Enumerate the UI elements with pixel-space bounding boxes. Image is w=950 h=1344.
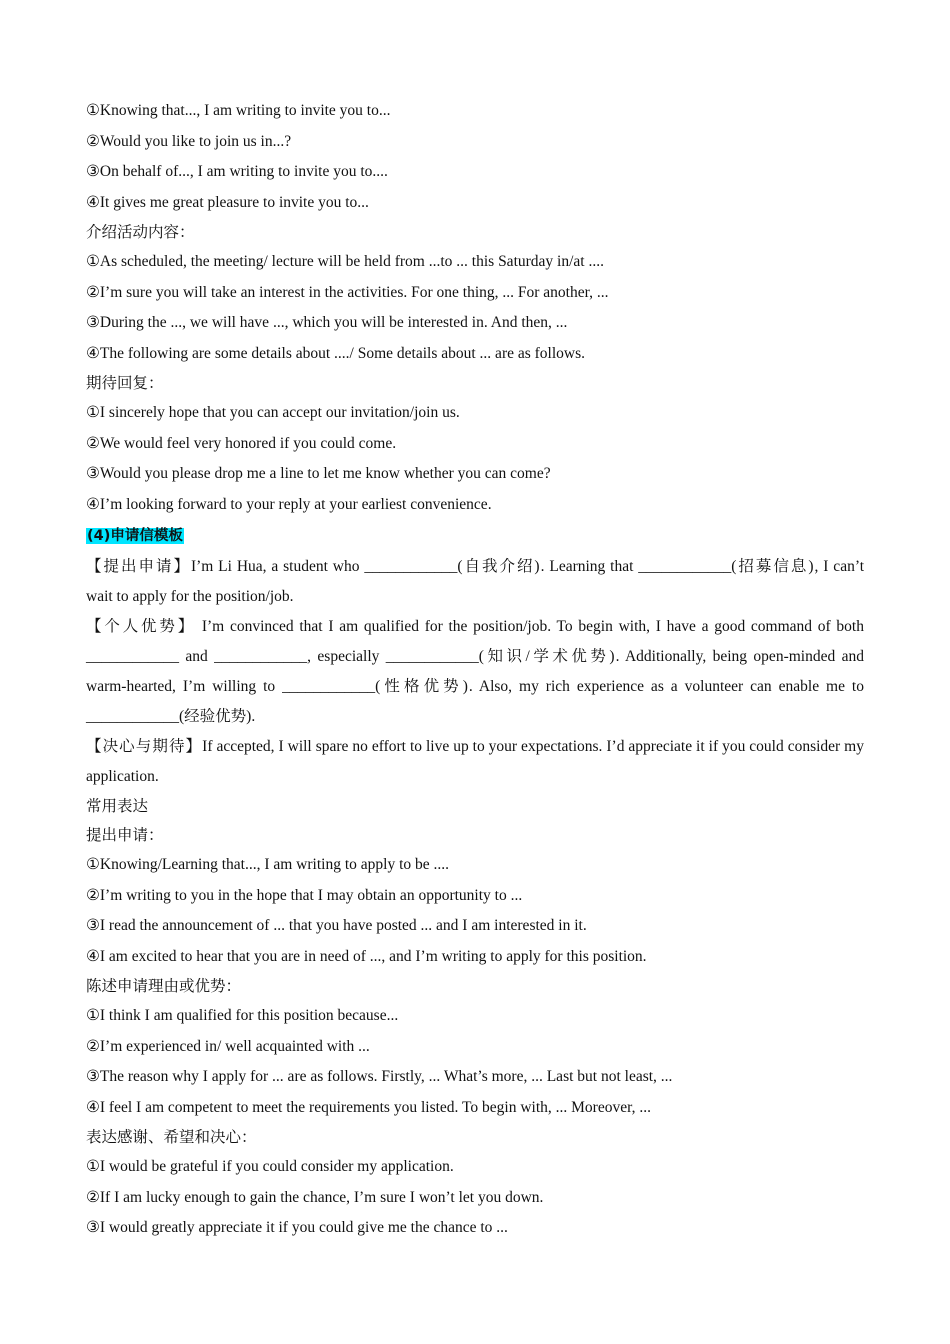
apply-text-a: I’m Li Hua, a student who ____________ — [190, 558, 458, 575]
advantage-label: 【个人优势】 — [86, 618, 197, 635]
reply-item-3: ③Would you please drop me a line to let me know whether you can come? — [86, 465, 551, 482]
thanks-item-1: ①I would be grateful if you could consider my application. — [86, 1158, 454, 1175]
reply-item-2: ②We would feel very honored if you could come. — [86, 434, 397, 452]
advantage-text-c: . Also, my rich experience as a volunteer can enable me to ____________ — [86, 678, 864, 725]
advantage-note-experience: (经验优势) — [179, 708, 252, 725]
apply-note-recruitment: (招募信息) — [731, 558, 815, 575]
determination-label: 【决心与期待】 — [86, 738, 203, 755]
advantage-note-knowledge: (知识/学术优势) — [478, 648, 616, 665]
reply-item-1: ①I sincerely hope that you can accept our invitation/join us. — [86, 404, 460, 421]
reason-item-2: ②I’m experienced in/ well acquainted with ... — [86, 1037, 370, 1055]
apply-label: 【提出申请】 — [86, 558, 191, 575]
thanks-item-3: ③I would greatly appreciate it if you could give me the chance to ... — [86, 1219, 508, 1236]
apply-item-1: ①Knowing/Learning that..., I am writing to apply to be .... — [86, 856, 450, 873]
activity-heading: 介绍活动内容： — [86, 224, 195, 241]
apply-expressions-heading: 提出申请： — [86, 827, 164, 844]
activity-item-2: ②I’m sure you will take an interest in the activities. For one thing, ... For another, ... — [86, 283, 609, 301]
reply-item-4: ④I’m looking forward to your reply at your earliest convenience. — [86, 495, 492, 513]
activity-item-3: ③During the ..., we will have ..., which you will be interested in. And then, ... — [86, 314, 568, 331]
activity-item-4: ④The following are some details about ..../ Some details about ... are as follows. — [86, 344, 586, 362]
document-page — [86, 96, 864, 1244]
invitation-opening-4: ④It gives me great pleasure to invite you to... — [86, 193, 369, 211]
reason-item-4: ④I feel I am competent to meet the requirements you listed. To begin with, ... Moreover, ... — [86, 1098, 652, 1116]
apply-text-c: , I can’t wait to apply for the position/job. — [86, 558, 865, 605]
section-4-title: (4)申请信模板 — [87, 528, 183, 544]
reason-item-1: ①I think I am qualified for this position because... — [86, 1007, 399, 1024]
invitation-opening-1: ①Knowing that..., I am writing to invite you to... — [86, 102, 391, 119]
activity-item-1: ①As scheduled, the meeting/ lecture will be held from ...to ... this Saturday in/at .... — [86, 253, 604, 270]
advantage-note-personality: (性格优势) — [375, 678, 469, 695]
apply-item-4: ④I am excited to hear that you are in need of ..., and I’m writing to apply for this position. — [86, 947, 647, 965]
invitation-opening-2: ②Would you like to join us in...? — [86, 132, 292, 150]
apply-item-2: ②I’m writing to you in the hope that I may obtain an opportunity to ... — [86, 886, 523, 904]
invitation-opening-3: ③On behalf of..., I am writing to invite you to.... — [86, 163, 388, 180]
reply-heading: 期待回复： — [86, 375, 164, 392]
thanks-item-2: ②If I am lucky enough to gain the chance, I’m sure I won’t let you down. — [86, 1188, 544, 1206]
common-expressions-heading: 常用表达 — [86, 798, 149, 815]
advantage-text-b: . Additionally, being open-minded and warm-hearted, I’m willing to ____________ — [86, 648, 864, 695]
thanks-heading: 表达感谢、希望和决心： — [86, 1129, 257, 1146]
apply-item-3: ③I read the announcement of ... that you have posted ... and I am interested in it. — [86, 917, 587, 934]
advantage-paragraph — [86, 612, 864, 732]
apply-text-b: . Learning that ____________ — [540, 558, 732, 575]
section-4-heading — [86, 520, 864, 552]
advantage-text-d: . — [251, 708, 256, 725]
reason-item-3: ③The reason why I apply for ... are as follows. Firstly, ... What’s more, ... Last but not least, ... — [86, 1068, 673, 1085]
reason-heading: 陈述申请理由或优势： — [86, 978, 242, 995]
determination-text: If accepted, I will spare no effort to live up to your expectations. I’d appreciate it if you could consider my application. — [86, 738, 864, 785]
determination-paragraph — [86, 732, 864, 792]
advantage-text-a: I’m convinced that I am qualified for the position/job. To begin with, I have a good command of both ____________ and ____________, especially ____________ — [86, 618, 864, 665]
apply-note-self-intro: (自我介绍) — [457, 558, 541, 575]
apply-paragraph — [86, 552, 864, 612]
